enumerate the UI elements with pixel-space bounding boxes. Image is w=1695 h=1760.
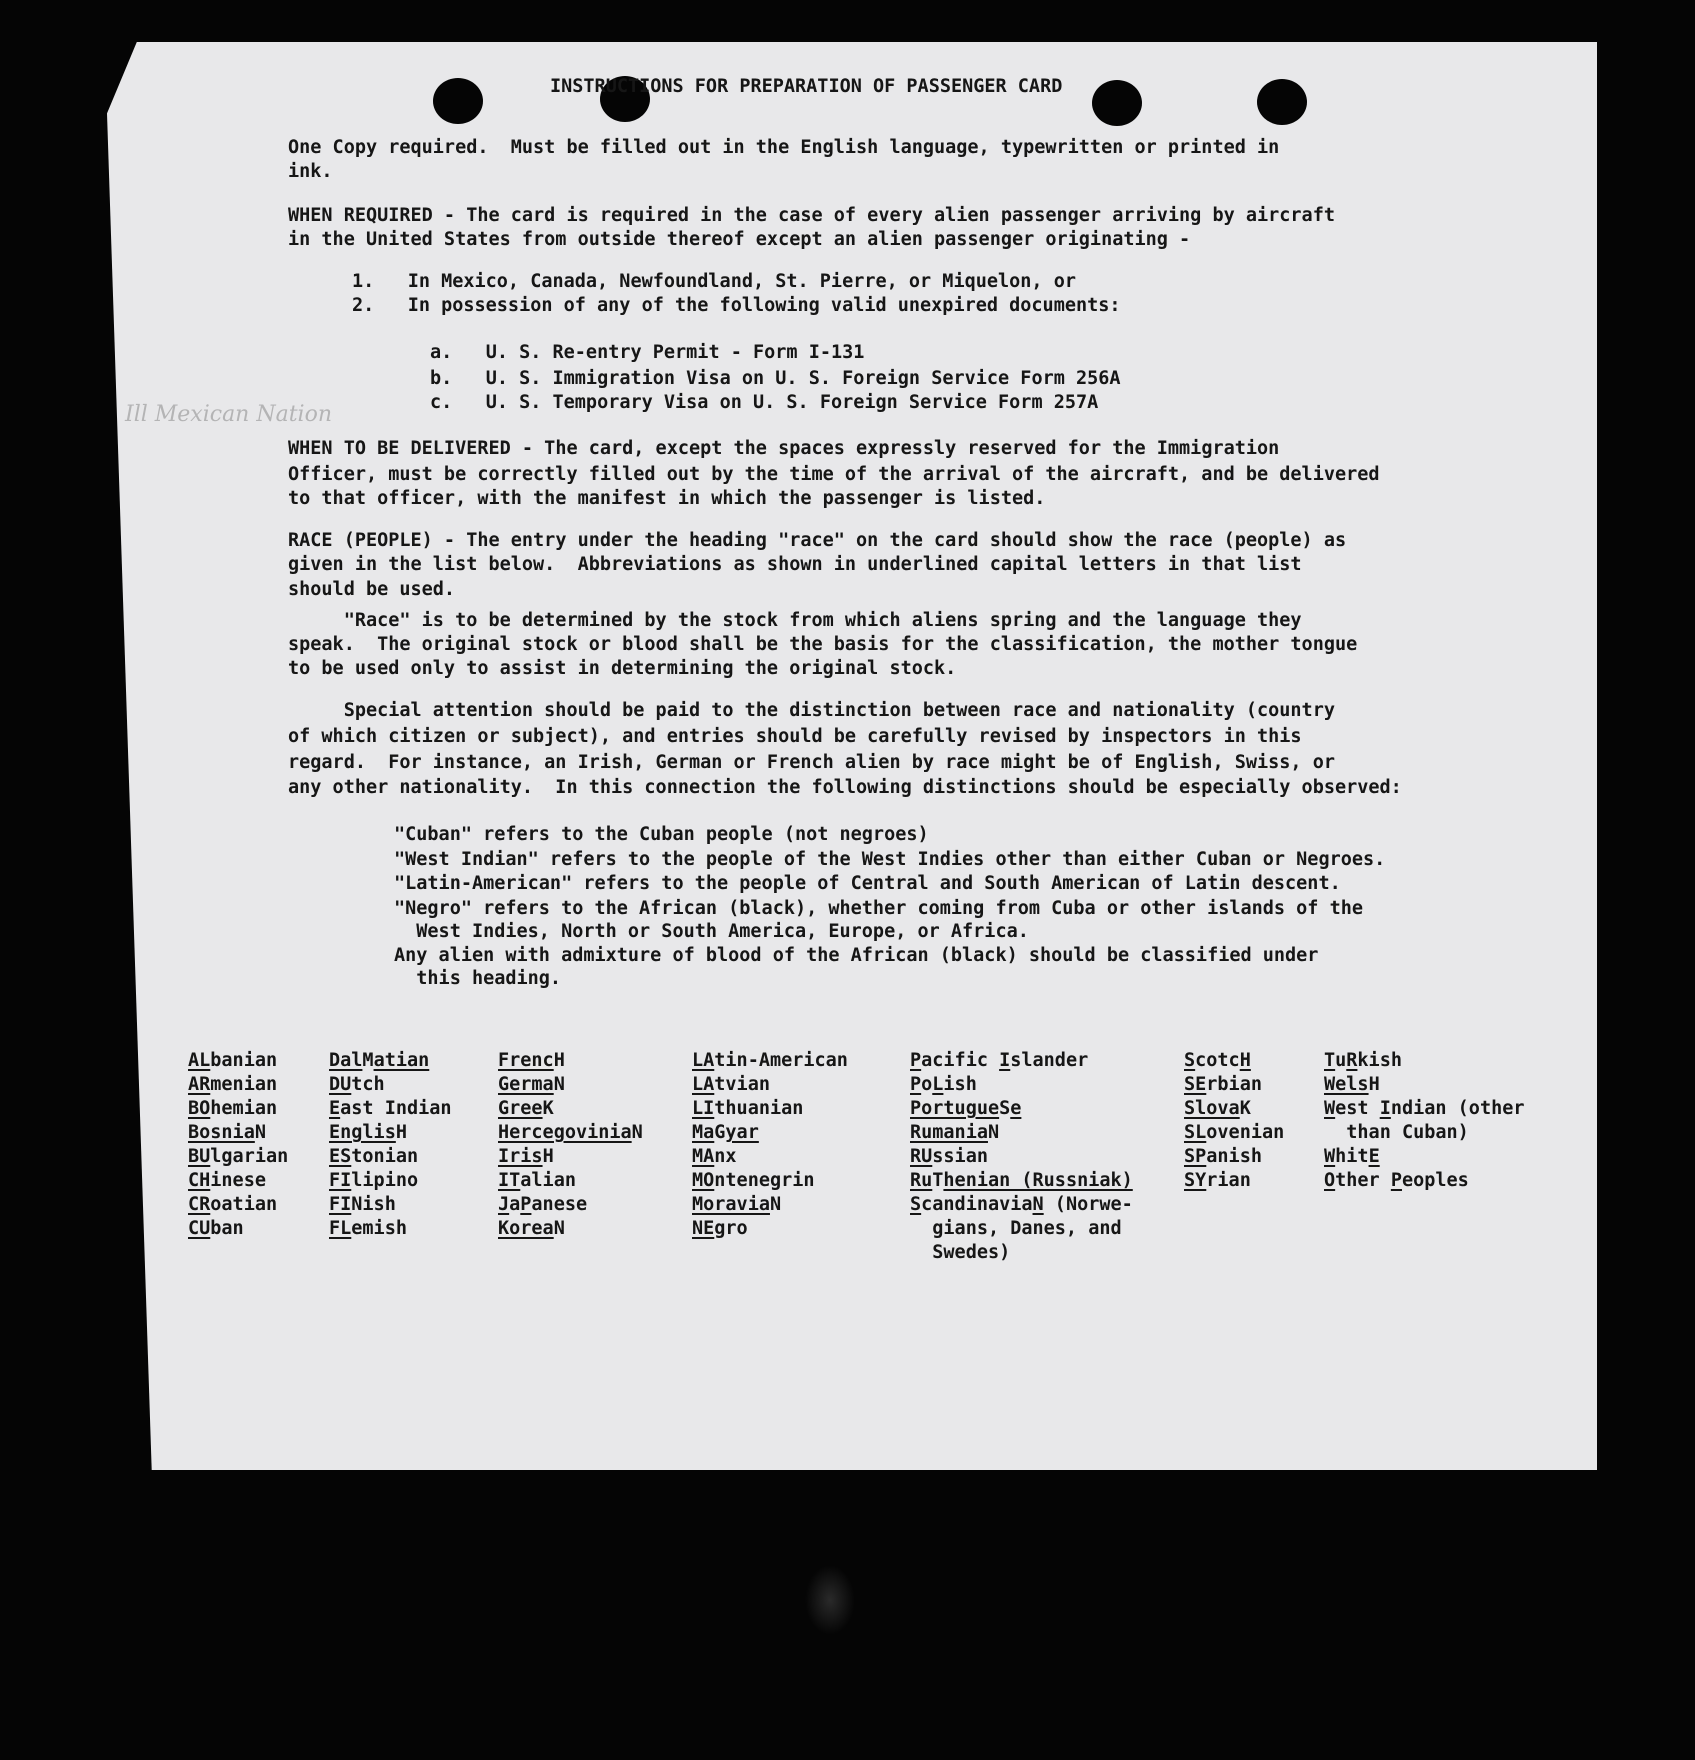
race-abbreviation: W [1324,1146,1336,1167]
race-abbreviation: I [999,1050,1011,1071]
race-abbreviation: BO [188,1098,211,1119]
race-name-text: ther [1335,1170,1391,1191]
race-entry [498,1097,554,1121]
race-entry [910,1241,1010,1265]
race-entry [329,1049,429,1073]
intro-line: ink. [288,161,333,182]
race-line: should be used. [288,579,456,600]
race-name-text: hit [1335,1146,1369,1167]
race-name-text: than Cuban) [1324,1122,1469,1143]
race-name-text: anish [1206,1146,1262,1167]
race-name-text: oatian [210,1194,278,1215]
race-abbreviation: O [1324,1170,1336,1191]
race-name-text: emish [351,1218,407,1239]
race-abbreviation: P [910,1050,922,1071]
race-entry [1184,1049,1251,1073]
race-entry [1324,1073,1380,1097]
race-abbreviation: LI [692,1098,715,1119]
race-entry [329,1145,418,1169]
race-entry [910,1217,1122,1241]
race-abbreviation: BU [188,1146,211,1167]
race-abbreviation: I [1379,1098,1391,1119]
race-abbreviation: Englis [329,1122,396,1143]
race-abbreviation: CH [188,1170,211,1191]
race-abbreviation: J [498,1194,510,1215]
intro-line: One Copy required. Must be filled out in the English language, typewritten or printed in [288,137,1280,158]
race-abbreviation: RU [910,1146,933,1167]
race-abbreviation: N [1032,1194,1044,1215]
race-abbreviation: Wels [1324,1074,1369,1095]
race-name-text: ish [943,1074,977,1095]
race-name-text: lipino [351,1170,419,1191]
race-entry [498,1169,576,1193]
race-entry [910,1193,1133,1217]
race-abbreviation: IT [498,1170,521,1191]
race-entry [498,1121,643,1145]
race-abbreviation: MO [692,1170,715,1191]
race-abbreviation: P [1390,1170,1402,1191]
race-abbreviation: SP [1184,1146,1207,1167]
when-required-heading: WHEN REQUIRED [288,205,433,226]
race-name-text: ntenegrin [714,1170,815,1191]
punch-hole [1257,79,1307,125]
race-abbreviation: H [1239,1050,1251,1071]
race-abbreviation: T [1324,1050,1336,1071]
race-line: speak. The original stock or blood shall be the basis for the classification, the mother tongue [288,634,1358,655]
race-abbreviation: E [329,1098,341,1119]
race-name-text: a [509,1194,521,1215]
punch-hole [433,78,483,124]
when-required-item: 2. In possession of any of the following valid unexpired documents: [352,295,1121,316]
race-name-text: S [999,1098,1011,1119]
race-name-text: eoples [1401,1170,1469,1191]
race-name-text: alian [520,1170,576,1191]
race-line: Special attention should be paid to the distinction between race and nationality (country [288,700,1335,721]
when-required-item: 1. In Mexico, Canada, Newfoundland, St. Pierre, or Miquelon, or [352,271,1076,292]
distinction-line: "Negro" refers to the African (black), whether coming from Cuba or other islands of the [394,898,1364,919]
race-line: to be used only to assist in determining the original stock. [288,658,957,679]
race-entry [1184,1073,1262,1097]
race-line: regard. For instance, an Irish, German or French alien by race might be of English, Swiss, or [288,752,1335,773]
race-heading: RACE (PEOPLE) [288,530,433,551]
race-entry [692,1049,848,1073]
race-name-text: tonian [351,1146,419,1167]
distinction-line: this heading. [394,968,562,989]
race-abbreviation: ES [329,1146,352,1167]
race-name-text: ssian [932,1146,988,1167]
race-name-text: candinavia [921,1194,1033,1215]
race-line: any other nationality. In this connection the following distinctions should be especially observed: [288,777,1402,798]
race-entry [188,1121,266,1145]
race-name-text: cotc [1195,1050,1240,1071]
race-name-text: hemian [210,1098,278,1119]
punch-hole [1092,80,1142,126]
race-abbreviation: S [1184,1050,1196,1071]
when-delivered-heading: WHEN TO BE DELIVERED [288,438,511,459]
race-entry [1324,1097,1525,1121]
race-abbreviation: S [910,1194,922,1215]
race-entry [1184,1145,1262,1169]
race-entry [692,1193,781,1217]
race-abbreviation: CU [188,1218,211,1239]
race-abbreviation: FL [329,1218,352,1239]
document-item: c. U. S. Temporary Visa on U. S. Foreign Service Form 257A [430,392,1099,413]
race-abbreviation: Gree [498,1098,543,1119]
race-abbreviation: henian (Russniak) [943,1170,1133,1191]
race-name-text: anese [531,1194,588,1215]
race-entry [329,1217,407,1241]
race-abbreviation: SL [1184,1122,1207,1143]
race-abbreviation: FI [329,1170,352,1191]
race-line: "Race" is to be determined by the stock from which aliens spring and the language they [288,610,1302,631]
race-abbreviation: Iris [498,1146,543,1167]
race-entry [329,1073,385,1097]
race-name-text: est [1335,1098,1380,1119]
race-abbreviation: DU [329,1074,352,1095]
race-entry [1184,1121,1284,1145]
race-entry [188,1073,277,1097]
race-abbreviation: LA [692,1074,715,1095]
when-delivered-line: to that officer, with the manifest in which the passenger is listed. [288,488,1046,509]
race-entry [1184,1169,1251,1193]
race-name-text: rian [1206,1170,1251,1191]
race-name-text: thuanian [714,1098,804,1119]
race-entry [910,1097,1021,1121]
race-abbreviation: FI [329,1194,352,1215]
race-name-text: N [631,1122,643,1143]
race-entry [692,1217,748,1241]
race-abbreviation: yar [725,1122,759,1143]
race-entry [188,1145,288,1169]
race-abbreviation: Portugue [910,1098,1000,1119]
race-entry [329,1193,396,1217]
race-entry [1324,1049,1402,1073]
race-name-text: M [362,1050,374,1071]
race-abbreviation: AR [188,1074,211,1095]
race-name-text: N [553,1074,565,1095]
race-entry [329,1097,452,1121]
scan-smudge [805,1565,855,1635]
race-abbreviation: NE [692,1218,715,1239]
race-name-text: ovenian [1206,1122,1285,1143]
race-abbreviation: Ma [692,1122,715,1143]
race-entry [188,1169,266,1193]
document-item: a. U. S. Re-entry Permit - Form I-131 [430,342,865,363]
distinction-line: "Latin-American" refers to the people of Central and South American of Latin descent. [394,873,1341,894]
race-abbreviation: Slova [1184,1098,1240,1119]
race-name-text: ndian (other [1390,1098,1525,1119]
race-name-text: (Norwe- [1043,1194,1133,1215]
distinction-line: "Cuban" refers to the Cuban people (not negroes) [394,824,929,845]
distinction-line: "West Indian" refers to the people of the West Indies other than either Cuban or Negroes. [394,849,1386,870]
race-entry [910,1169,1133,1193]
race-abbreviation: Korea [498,1218,554,1239]
race-entry [1324,1169,1469,1193]
race-entry [188,1193,277,1217]
race-entry [188,1097,277,1121]
race-name-text: N [769,1194,782,1215]
race-name-text: H [395,1122,407,1143]
race-entry [692,1169,815,1193]
race-name-text: H [1368,1074,1380,1095]
race-entry [329,1169,418,1193]
race-entry [188,1217,244,1241]
race-abbreviation: LA [692,1050,715,1071]
race-abbreviation: atian [373,1050,430,1071]
distinction-line: West Indies, North or South America, Europe, or Africa. [394,921,1029,942]
race-name-text: ast Indian [340,1098,452,1119]
race-entry [910,1145,988,1169]
race-abbreviation: Frenc [498,1050,554,1071]
race-abbreviation: R [1346,1050,1358,1071]
race-abbreviation: P [520,1194,532,1215]
race-abbreviation: MA [692,1146,715,1167]
race-abbreviation: Moravia [692,1194,770,1215]
race-abbreviation: E [1368,1146,1380,1167]
race-name-text: o [921,1074,933,1095]
race-abbreviation: Hercegovinia [498,1122,632,1143]
race-name-text: Swedes) [910,1242,1011,1263]
race-abbreviation: L [932,1074,944,1095]
race-abbreviation: W [1324,1098,1336,1119]
race-entry [498,1073,565,1097]
race-entry [1324,1121,1469,1145]
race-entry [1324,1145,1380,1169]
race-abbreviation: Germa [498,1074,554,1095]
race-abbreviation: CR [188,1194,211,1215]
race-abbreviation: e [1010,1098,1022,1119]
race-name-text: N [254,1122,266,1143]
race-entry [498,1193,587,1217]
race-abbreviation: Dal [329,1050,363,1071]
race-name-text: gro [714,1218,748,1239]
race-entry [329,1121,407,1145]
when-delivered-paragraph: WHEN TO BE DELIVERED - The card, except the spaces expressly reserved for the Immigration [288,438,1280,459]
race-abbreviation: Rumania [910,1122,988,1143]
page-title: INSTRUCTIONS FOR PREPARATION OF PASSENGER CARD [550,76,1063,97]
distinction-line: Any alien with admixture of blood of the African (black) should be classified under [394,945,1319,966]
race-name-text: H [542,1146,554,1167]
race-name-text: H [553,1050,565,1071]
race-name-text: slander [1010,1050,1089,1071]
race-entry [498,1217,565,1241]
race-name-text: banian [210,1050,278,1071]
race-abbreviation: SY [1184,1170,1207,1191]
race-abbreviation: P [910,1074,922,1095]
race-entry [498,1049,565,1073]
race-entry [692,1097,803,1121]
pencil-annotation: Ill Mexican Nation [125,402,333,427]
when-delivered-line: Officer, must be correctly filled out by the time of the arrival of the aircraft, and be delivered [288,464,1380,485]
when-required-line: in the United States from outside thereof except an alien passenger originating - [288,229,1191,250]
race-name-text: u [1335,1050,1347,1071]
race-entry [692,1073,770,1097]
race-entry [910,1073,977,1097]
race-name-text: menian [210,1074,278,1095]
race-name-text: acific [921,1050,1000,1071]
race-name-text: T [932,1170,944,1191]
race-line: given in the list below. Abbreviations as shown in underlined capital letters in that list [288,554,1302,575]
race-paragraph: RACE (PEOPLE) - The entry under the heading "race" on the card should show the race (people) as [288,530,1347,551]
race-name-text: gians, Danes, and [910,1218,1122,1239]
race-name-text: inese [210,1170,266,1191]
race-entry [498,1145,554,1169]
race-name-text: ban [210,1218,244,1239]
race-name-text: tin-American [714,1050,848,1071]
race-name-text: lgarian [210,1146,289,1167]
race-name-text: rbian [1206,1074,1262,1095]
race-entry [910,1121,999,1145]
race-name-text: tvian [714,1074,770,1095]
race-entry [188,1049,277,1073]
race-name-text: Nish [351,1194,396,1215]
race-abbreviation: Ru [910,1170,933,1191]
race-entry [910,1049,1088,1073]
document-item: b. U. S. Immigration Visa on U. S. Foreign Service Form 256A [430,368,1121,389]
race-line: of which citizen or subject), and entries should be carefully revised by inspectors in this [288,726,1302,747]
race-abbreviation: SE [1184,1074,1207,1095]
race-entry [1184,1097,1251,1121]
race-name-text: G [714,1122,726,1143]
race-entry [692,1145,737,1169]
race-abbreviation: Bosnia [188,1122,255,1143]
race-name-text: nx [714,1146,737,1167]
race-entry [692,1121,759,1145]
race-abbreviation: AL [188,1050,211,1071]
race-name-text: tch [351,1074,385,1095]
race-name-text: N [987,1122,1000,1143]
race-name-text: K [542,1098,554,1119]
race-name-text: N [553,1218,565,1239]
race-name-text: kish [1357,1050,1402,1071]
when-required-paragraph: WHEN REQUIRED - The card is required in the case of every alien passenger arriving by aircraft [288,205,1335,226]
race-name-text: K [1239,1098,1251,1119]
